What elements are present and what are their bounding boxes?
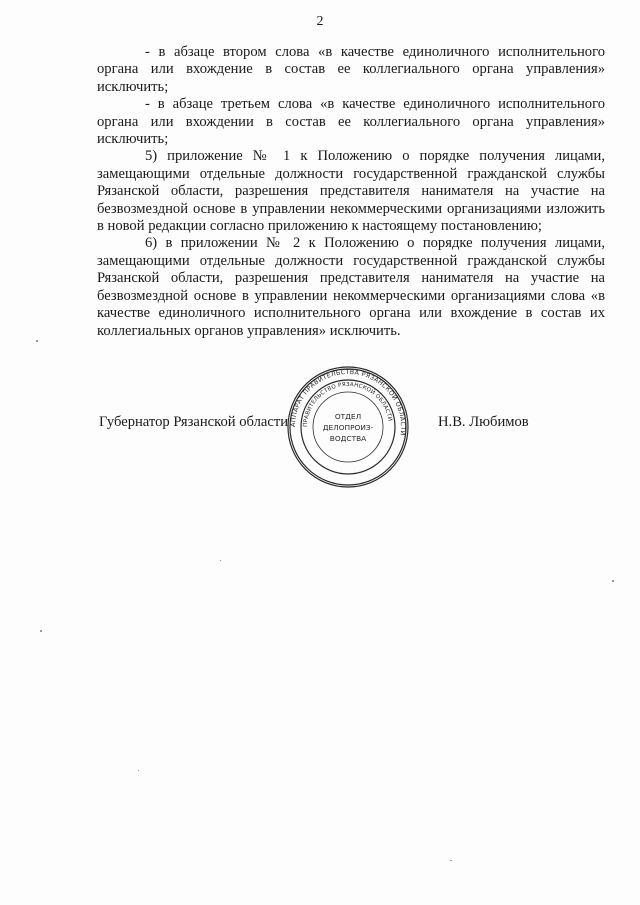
official-stamp [286,365,410,489]
stamp-outer-ring-text: АППАРАТ ПРАВИТЕЛЬСТВА РЯЗАНСКОЙ ОБЛАСТИ [289,368,407,436]
stamp-inner-ring-text: ПРАВИТЕЛЬСТВО РЯЗАНСКОЙ ОБЛАСТИ [302,381,393,428]
scan-speck [36,340,38,342]
stamp-center-line-2: ДЕЛОПРОИЗ- [322,423,374,432]
signatory-title: Губернатор Рязанской области [99,414,289,430]
page-number: 2 [316,14,324,29]
paragraph-abzac-3: - в абзаце третьем слова «в качестве единоличного исполнительного органа или вхождении в состав ее коллегиального органа управления» исключить; [97,96,605,148]
paragraph-abzac-2: - в абзаце втором слова «в качестве единоличного исполнительного органа или вхождение в состав ее коллегиального органа управления» исключить; [97,44,605,95]
scan-speck [450,860,452,861]
stamp-center-line-1: ОТДЕЛ [334,412,362,421]
stamp-center-line-3: ВОДСТВА [329,434,367,443]
signatory-name: Н.В. Любимов [438,414,529,430]
paragraph-item-6: 6) в приложении № 2 к Положению о порядке получения лицами, замещающими отдельные должности государственной гражданской службы Рязанской области, разрешения представителя нанимателя на участие на безвозмездной основе в управлении некоммерческими организациями слова «в качестве единоличного исполнительного органа или вхождение в состав их коллегиальных органов управления» исключить. [97,235,605,339]
scan-speck [612,580,614,582]
scan-speck [138,770,139,771]
document-body [97,44,605,340]
scan-speck [220,560,221,561]
paragraph-item-5: 5) приложение № 1 к Положению о порядке получения лицами, замещающими отдельные должности государственной гражданской службы Рязанской области, разрешения представителя нанимателя на участие на безвозмездной основе в управлении некоммерческими организациями изложить в новой редакции согласно приложению к настоящему постановлению; [97,148,605,235]
scan-speck [40,630,42,632]
